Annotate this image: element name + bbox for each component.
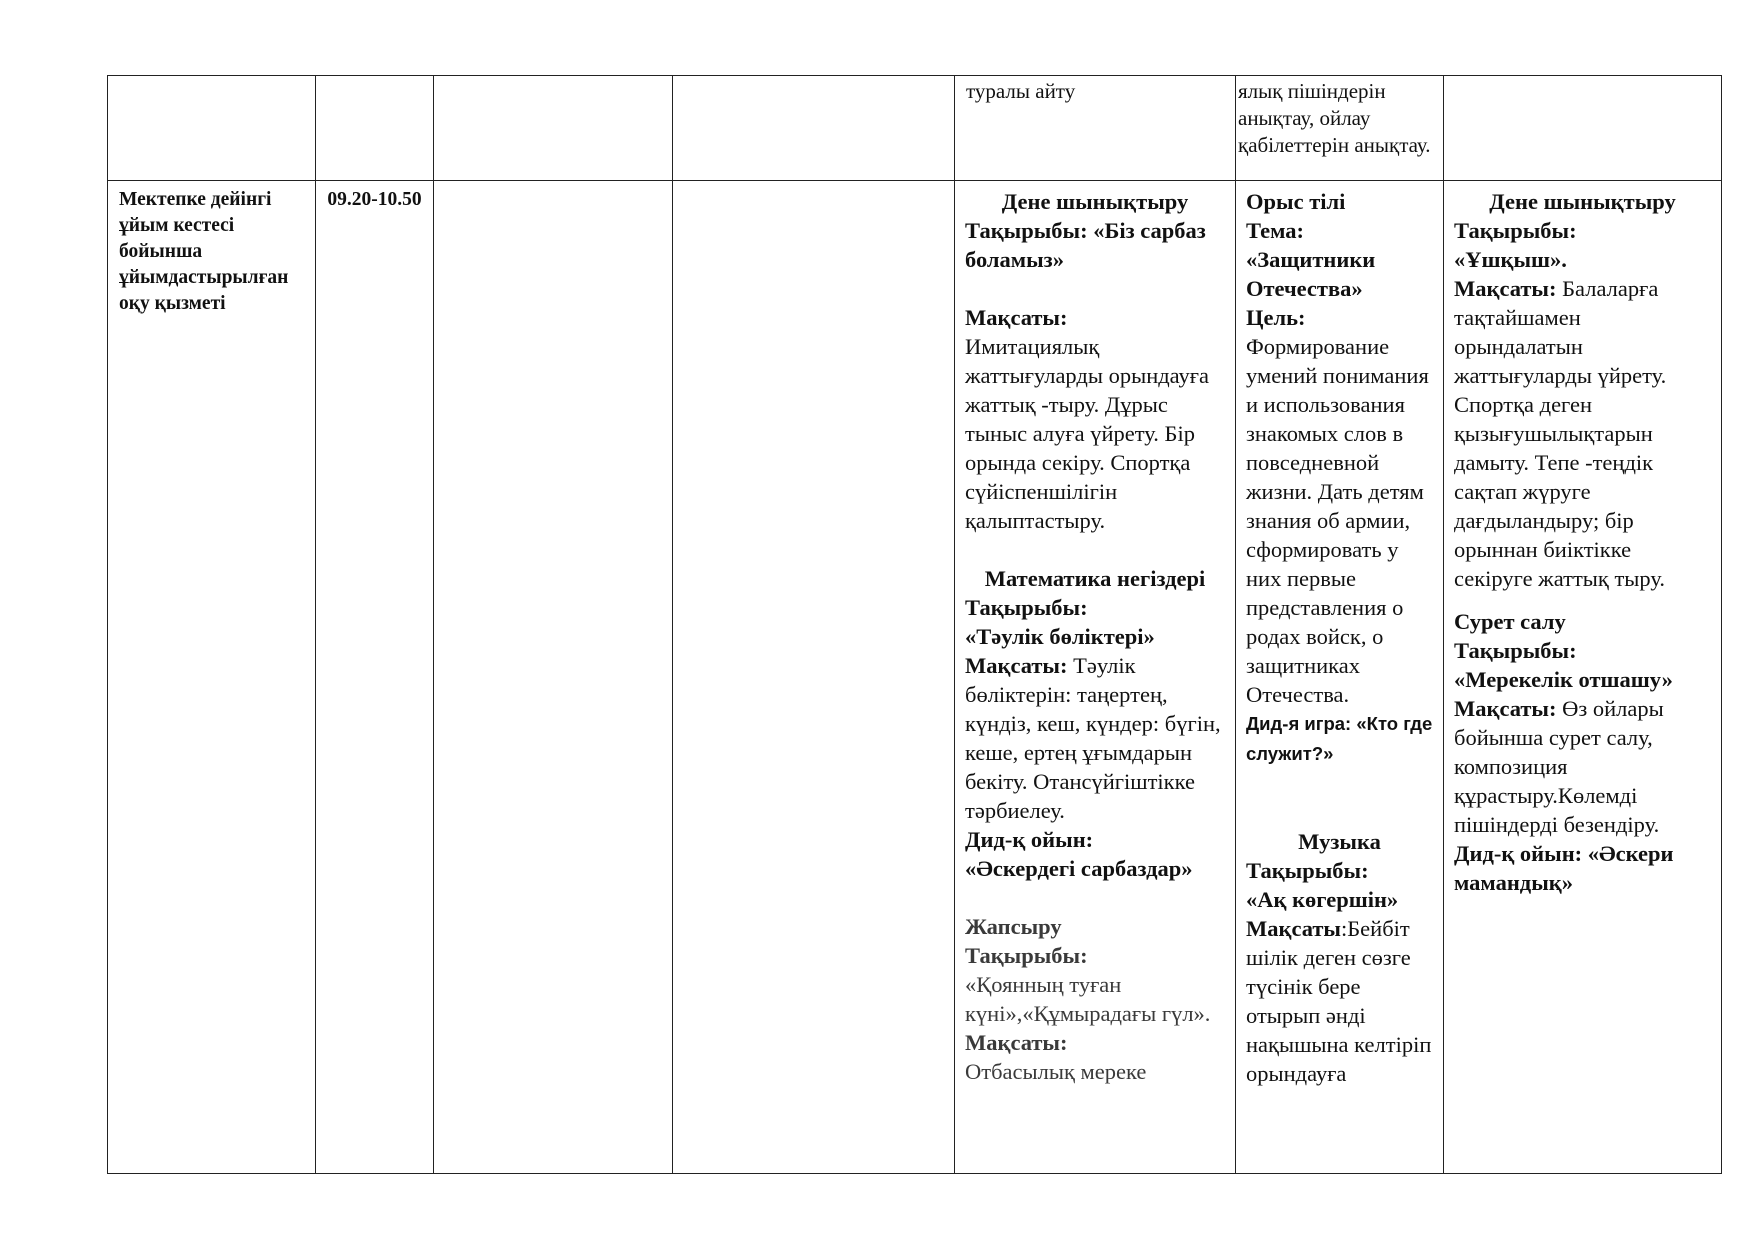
cell-label-continued — [108, 76, 316, 181]
lesson-aim: Балаларға тақтайшамен орындалатын жаттығуларды үйрету. Спортқа деген қызығушылықтарын дамыту. Тепе -теңдік сақтап жүруге дағдыландыру; бір орыннан биіктікке секіруге жаттық тыру. — [1454, 276, 1667, 591]
cell-thursday — [1236, 181, 1444, 1174]
table-row — [108, 76, 1722, 181]
lesson-aim-label: Мақсаты: — [1454, 696, 1557, 721]
cell-wednesday — [955, 181, 1236, 1174]
game-label: Дид-қ ойын: — [965, 827, 1094, 852]
cell-tuesday — [673, 181, 955, 1174]
lesson-aim-label: Мақсаты: — [965, 305, 1068, 330]
lesson-topic: «Тәулік бөліктері» — [965, 624, 1155, 649]
lesson-topic-label: Тақырыбы: — [965, 595, 1088, 620]
lesson-aim: Отбасылық мереке — [965, 1059, 1147, 1084]
cell-thursday-continued — [1236, 76, 1444, 181]
lesson-aim-label: Мақсаты: — [965, 653, 1068, 678]
lesson-topic: Тақырыбы: «Біз сарбаз боламыз» — [965, 218, 1206, 272]
lesson-topic: «Защитники Отечества» — [1246, 247, 1376, 301]
lesson-topic: «Мерекелік отшашу» — [1454, 667, 1673, 692]
lesson-topic-label: Тақырыбы: — [1454, 638, 1577, 663]
cell-time-continued — [316, 76, 434, 181]
game-title: «Әскердегі сарбаздар» — [965, 856, 1193, 881]
cell-activity-label — [108, 181, 316, 1174]
lesson-aim: :Бейбіт шілік деген сөзге түсінік бере отырып әнді нақышына келтіріп орындауға — [1246, 916, 1432, 1086]
lesson-title: Жапсыру — [965, 914, 1062, 939]
continued-text: туралы айту — [966, 79, 1076, 103]
lesson-aim-label: Мақсаты: — [965, 1030, 1068, 1055]
lesson-aim: Формирование умений понимания и использования знакомых слов в повседневной жизни. Дать детям знания об армии, сформировать у них первые представления о родах войск, о защитниках Отечества. — [1246, 334, 1429, 707]
cell-friday-continued — [1444, 76, 1722, 181]
cell-tuesday-continued — [673, 76, 955, 181]
cell-time — [316, 181, 434, 1174]
lesson-aim: Өз ойлары бойынша сурет салу, композиция құрастыру.Көлемді пішіндерді безендіру. — [1454, 696, 1664, 837]
continued-text: ялық пішіндерін анықтау, ойлау қабілеттерін анықтау. — [1238, 79, 1431, 157]
lesson-topic-label: Тақырыбы: — [1454, 218, 1577, 243]
table-row — [108, 181, 1722, 1174]
lesson-aim: Тәулік бөліктерін: таңертең, күндіз, кеш, күндер: бүгін, кеше, ертең ұғымдарын бекіту. Отансүйгіштікке тәрбиелеу. — [965, 653, 1221, 823]
lesson-aim: Имитациялық жаттығуларды орындауға жаттық -тыру. Дұрыс тыныс алуға үйрету. Бір орында секіру. Спортқа сүйіспеншілігін қалыптастыру. — [965, 334, 1209, 533]
lesson-topic-label: Тақырыбы: — [1246, 858, 1369, 883]
lesson-aim-label: Мақсаты: — [1454, 276, 1557, 301]
cell-monday-continued — [434, 76, 673, 181]
game-title: Дид-я игра: «Кто где служит?» — [1246, 713, 1433, 764]
lesson-title: Математика негіздері — [984, 566, 1206, 591]
time-range: 09.20-10.50 — [327, 189, 422, 210]
lesson-title: Дене шынықтыру — [1001, 189, 1189, 214]
row-label: Мектепке дейінгі ұйым кестесі бойынша ұйымдастырылған оқу қызметі — [119, 189, 289, 314]
lesson-aim-label: Цель: — [1246, 305, 1306, 330]
cell-wednesday-continued — [955, 76, 1236, 181]
lesson-title: Музыка — [1298, 829, 1381, 854]
lesson-title: Орыс тілі — [1246, 189, 1346, 214]
cell-monday — [434, 181, 673, 1174]
lesson-topic: «Ақ көгершін» — [1246, 887, 1399, 912]
lesson-aim-label: Мақсаты — [1246, 916, 1341, 941]
game-title: Дид-қ ойын: «Әскери мамандық» — [1454, 841, 1674, 895]
lesson-topic-label: Тема: — [1246, 218, 1305, 243]
lesson-topic: «Ұшқыш». — [1454, 247, 1567, 272]
schedule-table — [107, 75, 1722, 1174]
lesson-title: Дене шынықтыру — [1489, 189, 1676, 214]
cell-friday — [1444, 181, 1722, 1174]
lesson-topic-label: Тақырыбы: — [965, 943, 1088, 968]
lesson-title: Сурет салу — [1454, 609, 1566, 634]
lesson-topic: «Қоянның туған күні»,«Құмырадағы гүл». — [965, 972, 1211, 1026]
